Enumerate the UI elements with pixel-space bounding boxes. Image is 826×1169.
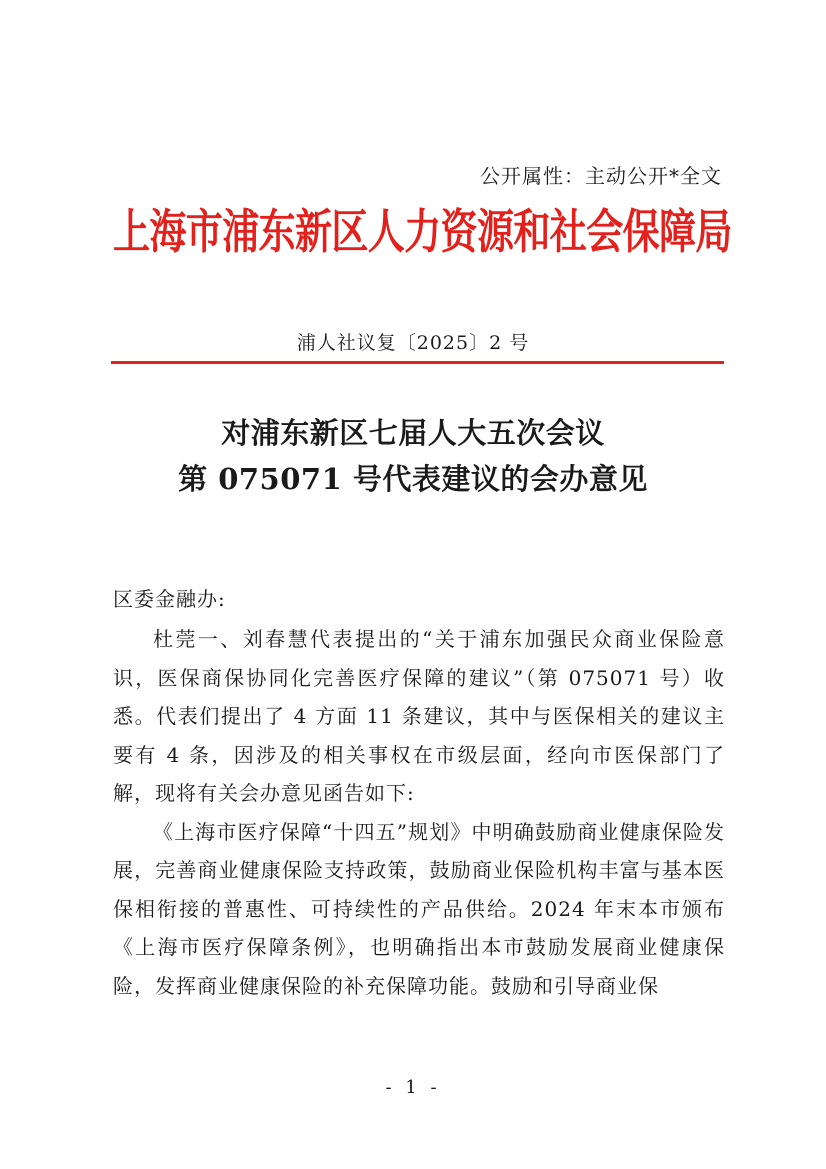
red-divider-line — [111, 361, 724, 364]
title-line-1: 对浦东新区七届人大五次会议 — [221, 416, 605, 450]
body-paragraph-1: 杜莞一、刘春慧代表提出的“关于浦东加强民众商业保险意识，医保商保协同化完善医疗保障的建议”（第 075071 号）收悉。代表们提出了 4 方面 11 条建议，其中与医保相关的建议主要有 4 条，因涉及的相关事权在市级层面，经向市医保部门了解，现将有关会办意见函告如下: — [113, 627, 725, 805]
letter-body — [113, 620, 725, 1005]
title-line-2: 第 075071 号代表建议的会办意见 — [178, 462, 648, 496]
disclosure-attribute: 公开属性：主动公开*全文 — [480, 164, 722, 188]
document-number: 浦人社议复〔2025〕2 号 — [296, 332, 530, 354]
body-paragraph-2: 《上海市医疗保障“十四五”规划》中明确鼓励商业健康保险发展，完善商业健康保险支持政策，鼓励商业保险机构丰富与基本医保相衔接的普惠性、可持续性的产品供给。2024 年末本市颁布《上海市医疗保障条例》，也明确指出本市鼓励发展商业健康保险，发挥商业健康保险的补充保障功能。鼓励和引导商业保 — [113, 819, 725, 998]
salutation: 区委金融办: — [113, 587, 226, 611]
document-title — [0, 410, 826, 502]
page-number: - 1 - — [385, 1077, 441, 1098]
issuing-agency-header: 上海市浦东新区人力资源和社会保障局 — [113, 204, 732, 260]
